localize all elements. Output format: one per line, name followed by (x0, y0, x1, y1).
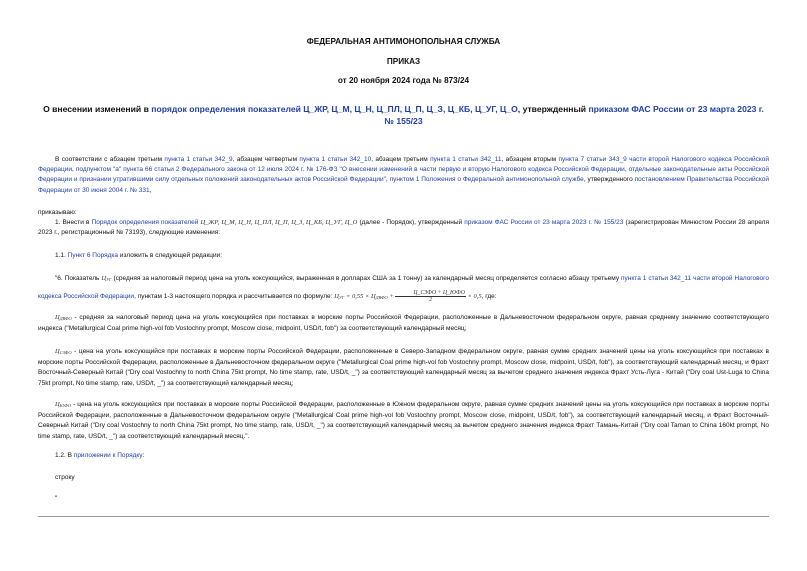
link-point-6[interactable]: Пункт 6 Порядка (67, 252, 119, 259)
link-federal-law[interactable]: подпунктом "а" пункта 66 статьи 2 Федерального закона от 12 июля 2024 г. № 176-ФЗ "О внесении изменений в части первую и вторую Налогового кодекса Российской Федерации, отдельные законодательные акты Российской Федерации и признании утратившими силу отдельных положений законодательных актов Российской Федерации" (38, 166, 769, 184)
text: , абзацем вторым (501, 156, 559, 163)
stroku-paragraph: строку (55, 474, 75, 481)
fraction-denominator: 2 (429, 297, 433, 304)
link-343-9[interactable]: пункта 7 статьи 343_9 части второй Налогового кодекса Российской Федерации (38, 156, 769, 174)
agency-heading: ФЕДЕРАЛЬНАЯ АНТИМОНОПОЛЬНАЯ СЛУЖБА (306, 37, 501, 46)
title-text: , утвержденный (517, 104, 589, 114)
formula-mid-sub: ДВФО (375, 295, 388, 300)
formula: $Ц_{УГ} = 0,55 \times Ц_{ДВФО}$ + $\frac{\text{Ц\_СЗФО + Ц\_ЮФО}}{2} \times 0,5$ (334, 290, 482, 304)
link-fas-order[interactable]: приказом ФАС России от 23 марта 2023 г. № 155/23 (464, 219, 624, 226)
symbol-subscript: УГ (106, 277, 112, 282)
text: 1.1. (55, 252, 68, 259)
text: изложить в следующей редакции: (118, 252, 223, 259)
formula-lhs-sub: УГ (338, 295, 345, 300)
title-link-order[interactable]: приказом ФАС России от 23 марта 2023 г. № 155/23 (384, 104, 764, 126)
definition-text: - цена на уголь коксующийся при поставках в морские порты Российской Федерации, расположенные в Северо-Западном федеральном округе, равная сумме средних значений цены на уголь коксующийся при поставках в морские порты Российской Федерации, расположенные в Дальневосточном федеральном округе ("Metallurgical Coal prime high-vol fob Vostochny prompt, Moscow close, midpoint, USD/t, fob"), за соответствующий календарный месяц, и Фрахт Восточный-Северный Китай ("Dry coal Vostochny to north China 75kt prompt, No time stamp, rate, USD/t, _") за соответствующий календарный месяц за вычетом среднего значения индекса Фрахт Усть-Луга - Китай ("Dry coal Ust-Luga to China 75kt prompt, No time stamp, rate, USD/t, _") за соответствующий календарный месяц; (38, 348, 769, 387)
link-government-decree[interactable]: постановлением Правительства Российской Федерации от 30 июня 2004 г. № 331 (38, 176, 769, 194)
text: "6. Показатель (55, 275, 102, 282)
item-1-paragraph (38, 218, 769, 238)
order-word: приказываю: (38, 209, 77, 216)
symbol: Ц (101, 275, 107, 282)
definition-text: - средняя за налоговый период цена на уголь коксующийся при поставках в морские порты Российской Федерации, расположенные в Дальневосточном федеральном округе, равная среднему значению соответствующего индекса ("Metallurgical Coal prime high-vol fob Vostochny prompt, Moscow close, midpoint, USD/t, fob") за соответствующий календарный месяц; (38, 314, 769, 333)
definition-yufo (38, 400, 769, 442)
text: , (149, 186, 152, 194)
text: 1.2. В (55, 452, 74, 459)
text: , абзацем третьим (371, 156, 431, 163)
text: (средняя за налоговый период цена на уголь коксующийся, выраженная в долларах США за 1 тонну) за календарный месяц определяется согласно абзацу третьему (111, 275, 622, 282)
definition-text: - цена на уголь коксующийся при поставках в морские порты Российской Федерации, расположенные в Южном федеральном округе, равная сумме средних значений цены на уголь коксующийся при поставках в морские порты Российской Федерации, расположенные в Дальневосточном федеральном округе ("Metallurgical Coal prime high-vol fob Vostochny prompt, Moscow close, midpoint, USD/t, fob"), за соответствующий календарный месяц, и Фрахт Восточный-Северный Китай ("Dry coal Vostochny to north China 75kt prompt, No time stamp, rate, USD/t, _") за соответствующий календарный месяц за вычетом среднего значения индекса Фрахт Тамань-Китай ("Dry coal Taman to China 160kt prompt, No time stamp, rate, USD/t, _") за соответствующий календарный месяц.". (38, 401, 769, 440)
link-procedure[interactable]: Порядок определения показателей (91, 219, 199, 226)
link-342-9[interactable]: пункта 1 статьи 342_9 (164, 156, 233, 163)
text: В соответствии с абзацем третьим (55, 156, 165, 163)
item-1-1-paragraph (38, 251, 769, 261)
title-text: О внесении изменений в (43, 104, 152, 114)
symbol: Ц (55, 401, 60, 408)
point-6-paragraph (38, 270, 769, 306)
link-342-11-part-2[interactable]: пункта 1 статьи 342_11 части второй Налогового кодекса Российской Федерации (38, 275, 769, 300)
quote-mark: " (55, 495, 58, 502)
text: , где: (481, 293, 497, 300)
formula-tail: × 0,5 (465, 293, 482, 300)
symbol-subscript: ДВФО (59, 316, 72, 321)
link-appendix[interactable]: приложении к Порядку (73, 452, 143, 459)
text: , утвержденного (583, 176, 635, 184)
symbol-c-yufo (55, 401, 71, 408)
text: , абзацем четвертым (232, 156, 300, 163)
symbol-subscript: ЮФО (59, 403, 71, 408)
fraction-numerator: Ц_СЗФО + Ц_ЮФО (395, 290, 466, 297)
text: , пунктам 1-3 настоящего порядка и рассчитывается по формуле: (134, 293, 335, 300)
preamble-paragraph (38, 155, 769, 196)
title-link-procedure[interactable]: порядок определения показателей Ц_ЖР, Ц_М, Ц_Н, Ц_ПЛ, Ц_П, Ц_З, Ц_КБ, Ц_УГ, Ц_О (151, 104, 518, 114)
link-342-10[interactable]: пункта 1 статьи 342_10 (299, 156, 372, 163)
link-342-11[interactable]: пункта 1 статьи 342_11 (430, 156, 502, 163)
text: (зарегистрирован Минюстом России 28 апреля 2023 г., регистрационный № 73193), следующие изменения: (38, 219, 769, 237)
bottom-divider (38, 516, 769, 517)
symbol-c-dvfo (55, 314, 72, 321)
item-1-2-paragraph (38, 451, 769, 461)
formula-fraction (395, 290, 466, 303)
definition-szfo (38, 347, 769, 389)
formula-lhs: Ц (334, 293, 339, 300)
doc-type-heading: ПРИКАЗ (386, 57, 421, 66)
text: 1. Внести в (55, 219, 92, 226)
definition-dvfo (38, 313, 769, 334)
symbol-c-ug (101, 275, 111, 282)
text: , (72, 166, 76, 174)
link-regulation[interactable]: пунктом 1 Положения о Федеральной антимонопольной службе (389, 176, 584, 184)
symbol-c-szfo (55, 348, 72, 355)
text: : (142, 452, 145, 459)
date-number-heading: от 20 ноября 2024 года № 873/24 (337, 76, 470, 85)
document-title (40, 104, 767, 127)
symbol: Ц (55, 348, 60, 355)
symbol: Ц (55, 314, 60, 321)
formula-indicator-list: Ц_ЖР, Ц_М, Ц_Н, Ц_ПЛ, Ц_П, Ц_З, Ц_КБ, Ц_УГ, Ц_О (200, 219, 358, 226)
formula-mid: = 0,55 × Ц (344, 293, 376, 300)
symbol-subscript: СЗФО (59, 350, 72, 355)
text: , (385, 176, 390, 184)
text: (далее - Порядок), утвержденный (357, 219, 465, 226)
